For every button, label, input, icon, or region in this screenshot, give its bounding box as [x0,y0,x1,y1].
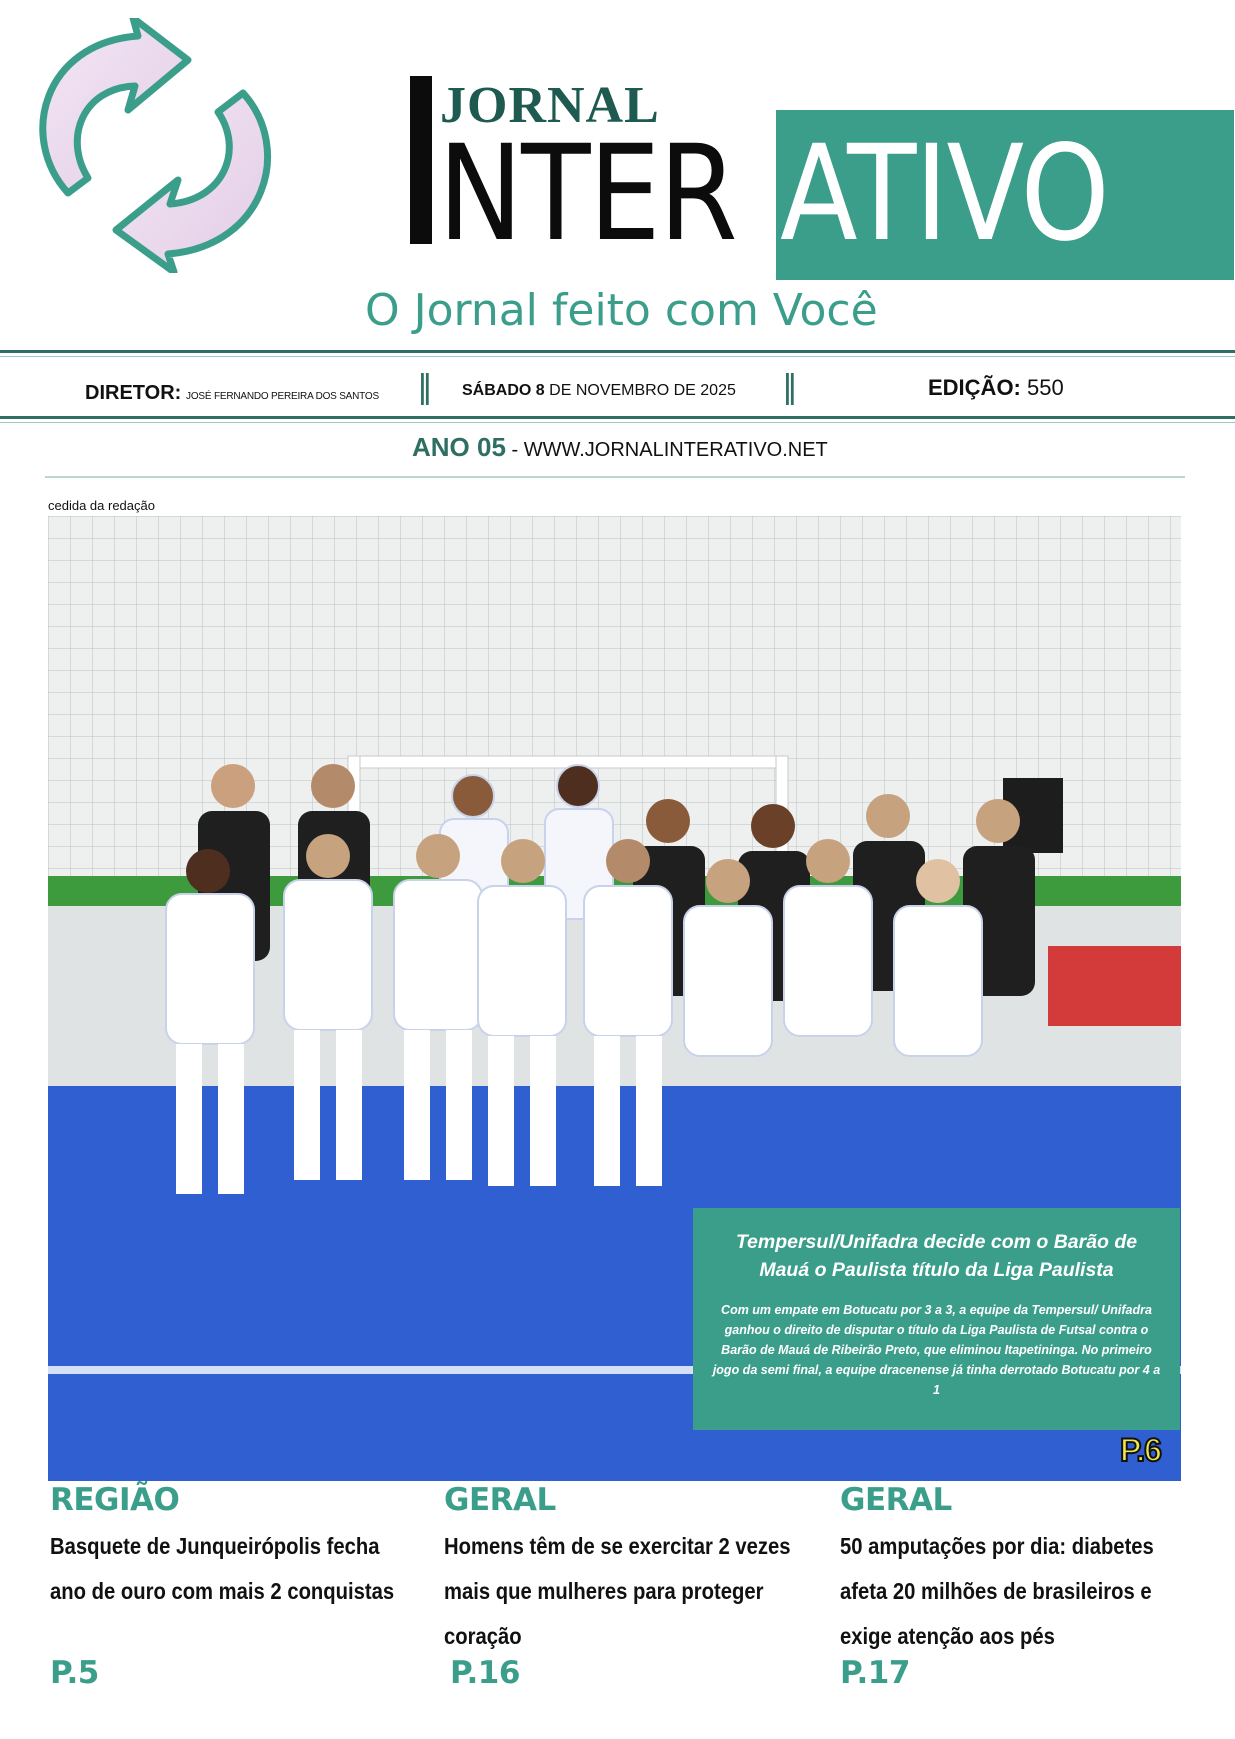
brand-ativo: ATIVO [780,117,1109,271]
teaser-geral-1[interactable] [444,1482,794,1659]
teaser-page[interactable]: P.5 [50,1655,99,1691]
date-day: SÁBADO 8 [462,382,545,399]
teaser-page-ref[interactable] [840,1655,1190,1691]
info-bar [0,370,1235,410]
refresh-arrows-icon [8,18,298,273]
edition-number: 550 [1027,375,1064,400]
issue-date [462,382,736,400]
page-reference[interactable]: P.6 [1120,1432,1161,1468]
brand-nter: NTER [438,117,736,271]
teaser-headline[interactable]: Homens têm de se exercitar 2 vezes mais que mulheres para proteger coração [444,1533,791,1649]
photo-credit: cedida da redação [48,498,155,513]
logo [8,18,298,273]
divider [45,476,1185,478]
director-label: DIRETOR: [85,382,182,404]
photo-caption [693,1208,1180,1430]
teaser-page[interactable]: P.16 [450,1655,520,1691]
section-label: REGIÃO [50,1482,180,1518]
date-rest: DE NOVEMBRO DE 2025 [549,382,736,399]
tagline: O Jornal feito com Você [365,285,878,336]
separator: || [783,368,793,406]
divider [0,350,1235,353]
teaser-headline[interactable]: Basquete de Junqueirópolis fecha ano de ouro com mais 2 conquistas [50,1533,395,1604]
divider [0,416,1235,419]
brand-letter-i [410,76,432,244]
brand-jornal: JORNAL [440,77,660,134]
teaser-geral-2[interactable] [840,1482,1190,1659]
teaser-page-ref[interactable] [450,1655,800,1691]
teaser-headline[interactable]: 50 amputações por dia: diabetes afeta 20 milhões de brasileiros e exige atenção aos pés [840,1533,1154,1649]
teaser-regiao[interactable] [50,1482,400,1614]
divider [0,356,1235,357]
caption-body: Com um empate em Botucatu por 3 a 3, a equipe da Tempersul/ Unifadra ganhou o direito de disputar o título da Liga Paulista de Futsal contra o Barão de Mauá de Ribeirão Preto, que eliminou Itapetininga. No primeiro jogo da semi final, a equipe dracenense já tinha derrotado Botucatu por 4 a 1 [712,1303,1161,1397]
edition-label: EDIÇÃO: [928,375,1021,400]
director [85,382,379,405]
teaser-page[interactable]: P.17 [840,1655,910,1691]
year-sep: - [511,439,524,461]
director-name: JOSÉ FERNANDO PEREIRA DOS SANTOS [186,391,379,402]
divider [0,422,1235,423]
section-label: GERAL [840,1482,952,1518]
teaser-page-ref[interactable] [50,1655,400,1691]
website-link[interactable]: WWW.JORNALINTERATIVO.NET [523,439,828,461]
caption-title: Tempersul/Unifadra decide com o Barão de Mauá o Paulista título da Liga Paulista [735,1231,1138,1281]
edition [928,375,1064,401]
separator: || [418,368,428,406]
year-row [412,432,828,463]
year-label: ANO 05 [412,432,506,462]
section-label: GERAL [444,1482,556,1518]
